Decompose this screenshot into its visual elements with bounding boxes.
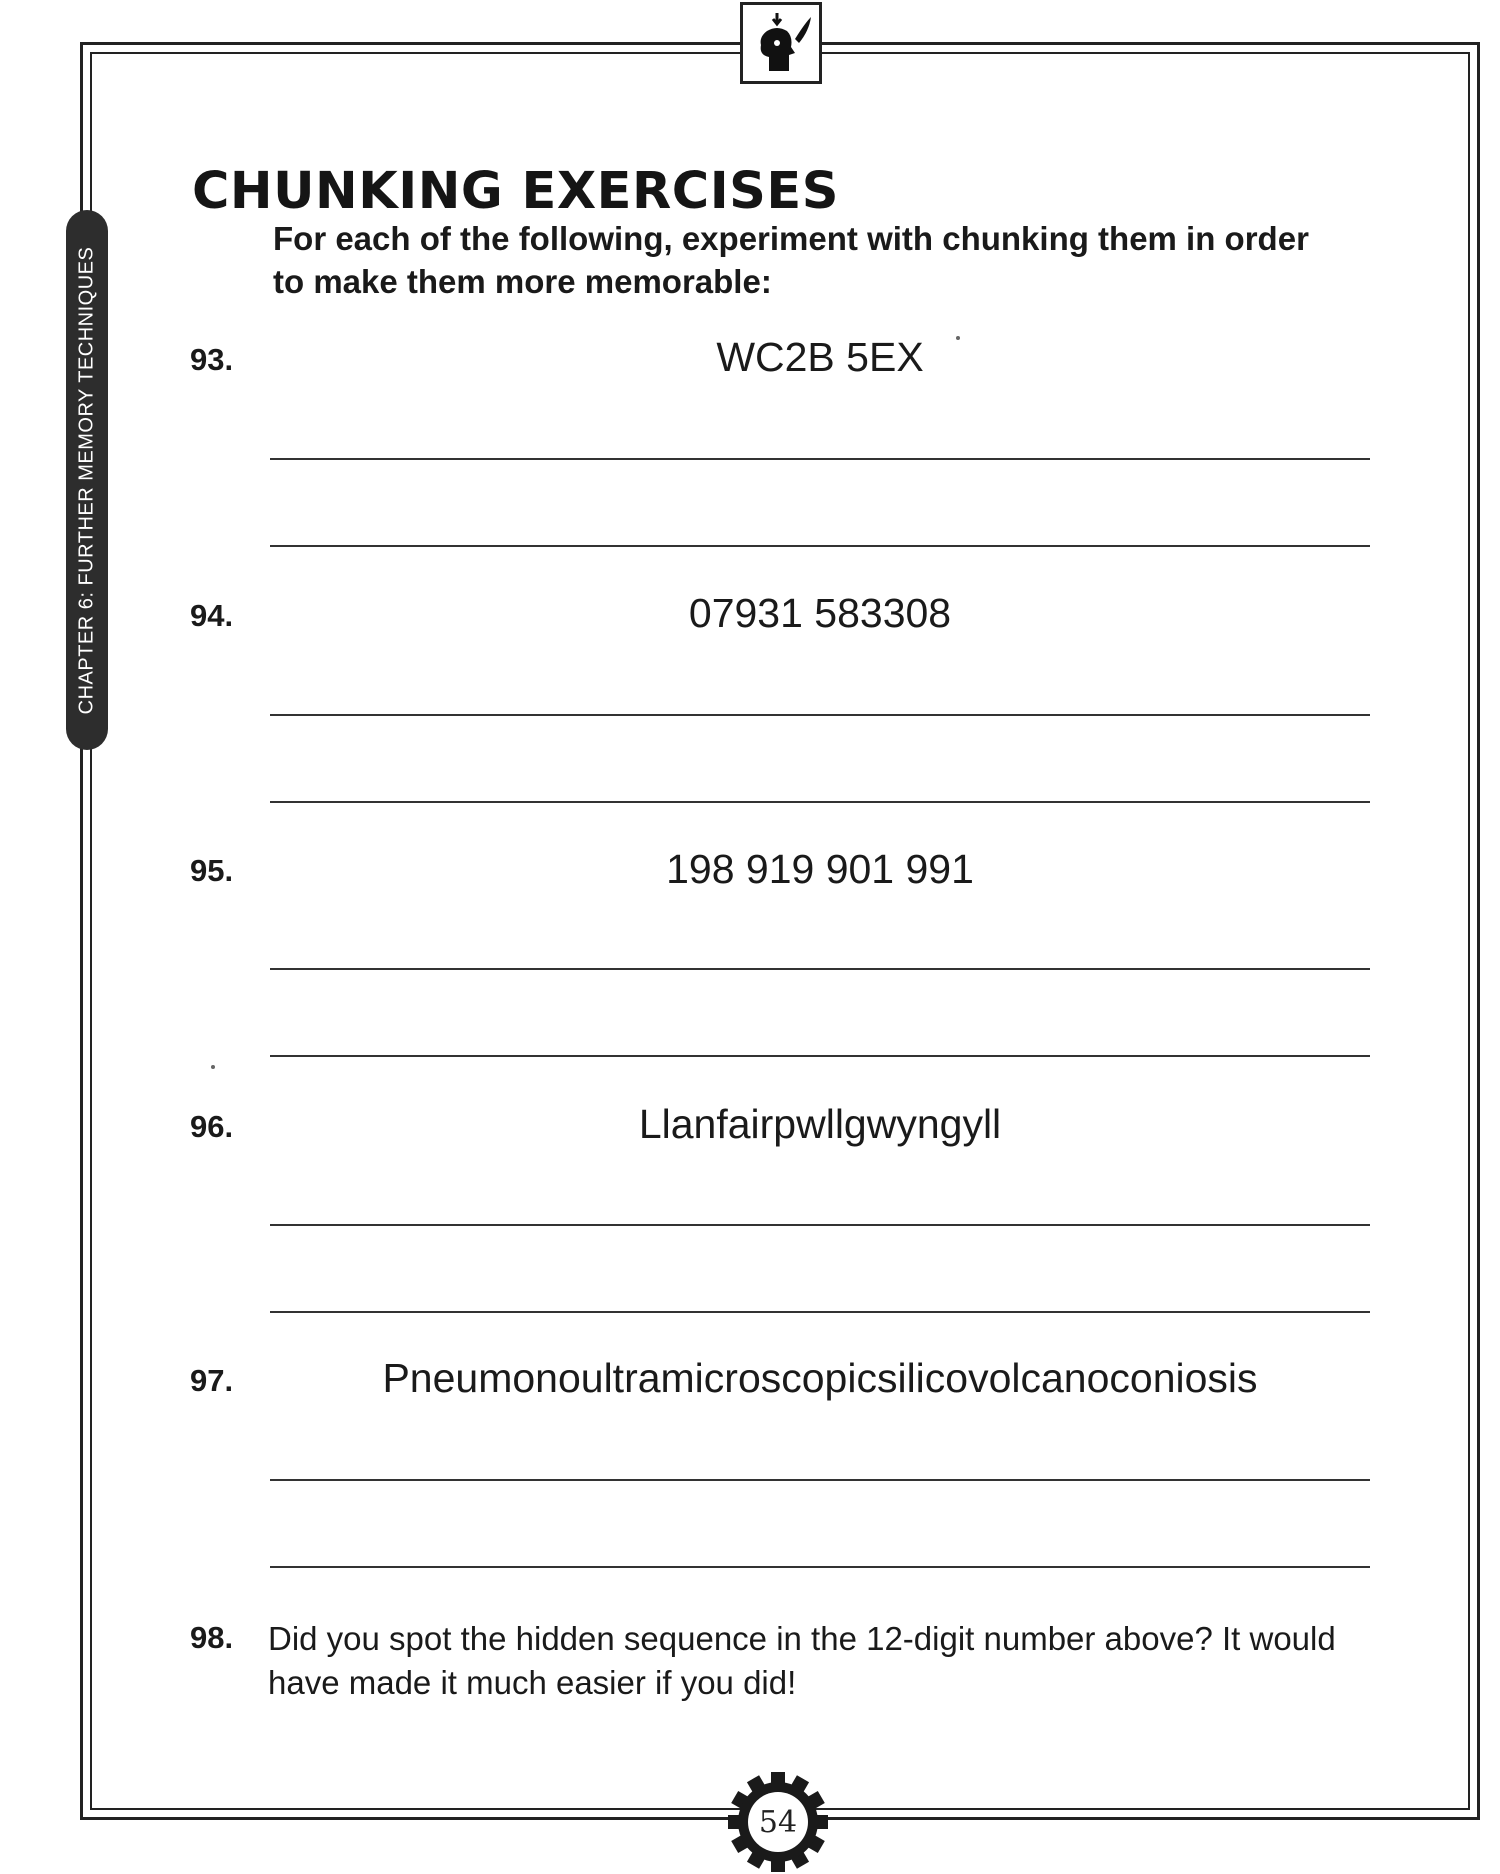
scan-speck bbox=[211, 1065, 215, 1069]
question-text: Did you spot the hidden sequence in the 12-digit number above? It would have made it much easier if you did! bbox=[268, 1620, 1336, 1701]
question-number: 97. bbox=[190, 1363, 234, 1398]
question-number: 96. bbox=[190, 1109, 234, 1144]
question-text: 198 919 901 991 bbox=[666, 846, 974, 892]
instructions: For each of the following, experiment with chunking them in order to make them more memorable: bbox=[273, 220, 1309, 300]
answer-line[interactable] bbox=[270, 801, 1370, 803]
question-text: Llanfairpwllgwyngyll bbox=[638, 1101, 1002, 1147]
answer-line[interactable] bbox=[270, 1224, 1370, 1226]
page-title: CHUNKING EXERCISES bbox=[192, 162, 839, 221]
page-border-inner bbox=[90, 52, 1470, 1810]
question-number: 95. bbox=[190, 853, 234, 888]
answer-line[interactable] bbox=[270, 968, 1370, 970]
answer-line[interactable] bbox=[270, 1479, 1370, 1481]
answer-line[interactable] bbox=[270, 458, 1370, 460]
question-text: Pneumonoultramicroscopicsilicovolcanoconiosis bbox=[382, 1355, 1258, 1401]
answer-line[interactable] bbox=[270, 714, 1370, 716]
answer-line[interactable] bbox=[270, 545, 1370, 547]
page-number: 54 bbox=[758, 1804, 798, 1840]
chapter-side-tab bbox=[66, 210, 108, 750]
question-text: WC2B 5EX bbox=[716, 334, 924, 380]
head-with-feather-icon bbox=[740, 2, 822, 84]
chapter-label: CHAPTER 6: FURTHER MEMORY TECHNIQUES bbox=[75, 246, 98, 714]
question-number: 93. bbox=[190, 342, 234, 377]
scan-speck bbox=[956, 336, 960, 340]
question-text: 07931 583308 bbox=[688, 590, 952, 636]
answer-line[interactable] bbox=[270, 1566, 1370, 1568]
question-number: 98. bbox=[190, 1620, 234, 1655]
question-number: 94. bbox=[190, 598, 234, 633]
answer-line[interactable] bbox=[270, 1055, 1370, 1057]
answer-line[interactable] bbox=[270, 1311, 1370, 1313]
page-number-badge bbox=[726, 1770, 830, 1874]
